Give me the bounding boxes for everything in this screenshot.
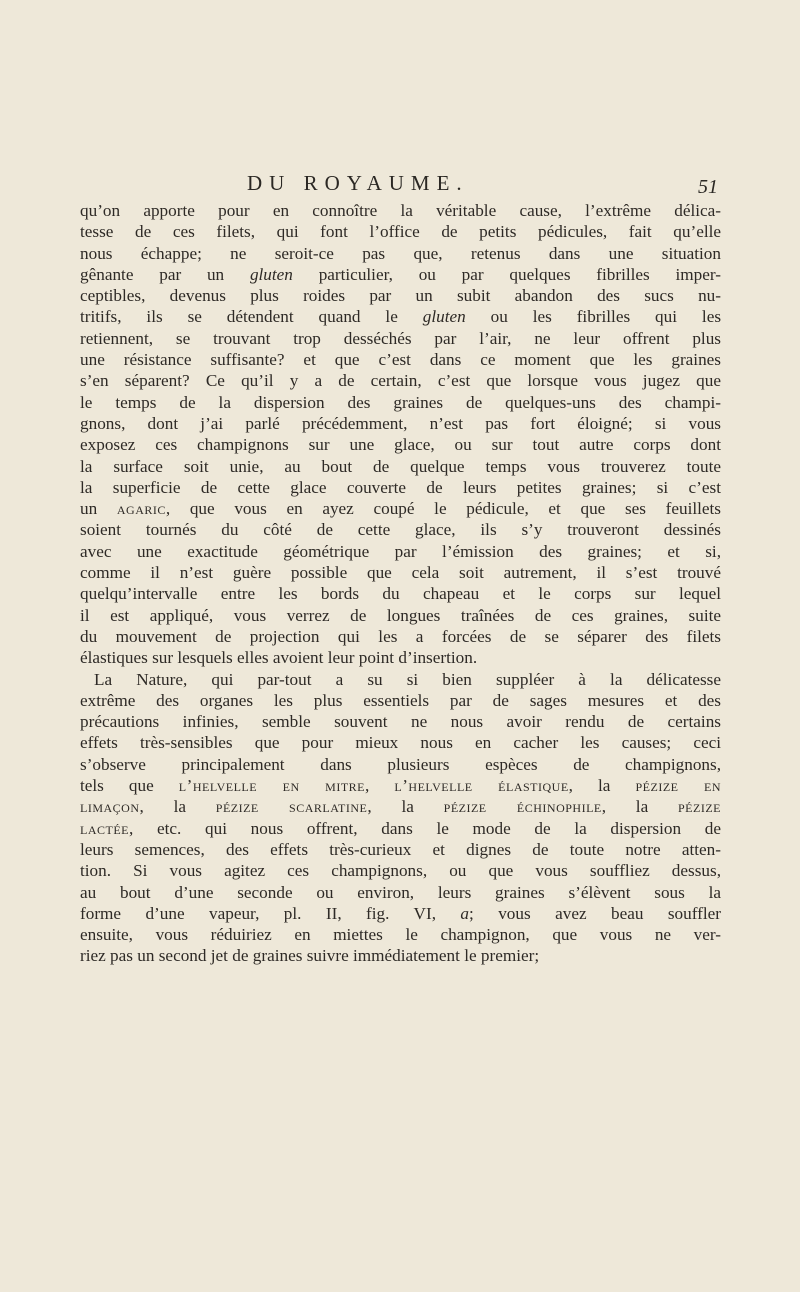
text-segment: exposez ces champignons sur une glace, ou sur tout autre corps dont xyxy=(80,435,721,455)
small-caps-term: l’helvelle élastique xyxy=(394,776,569,796)
text-segment: la superficie de cette glace couverte de leurs petites graines; si c’est xyxy=(80,477,721,497)
text-segment: le temps de la dispersion des graines de quelques-uns des champi- xyxy=(80,392,721,412)
text-segment: , la xyxy=(601,797,678,817)
text-segment: , la xyxy=(139,797,216,817)
text-line xyxy=(80,882,721,903)
text-segment: ensuite, vous réduiriez en miettes le champignon, que vous ne ver- xyxy=(80,925,721,945)
text-line xyxy=(80,221,721,242)
text-segment: du mouvement de projection qui les a forcées de se séparer des filets xyxy=(80,626,721,646)
text-segment: particulier, ou par quelques fibrilles imper- xyxy=(292,264,721,284)
text-segment: gênante par un xyxy=(80,264,250,284)
text-line xyxy=(80,392,721,413)
page-header xyxy=(80,171,720,199)
text-line xyxy=(80,243,721,264)
italic-term: gluten xyxy=(422,307,466,327)
text-line xyxy=(80,945,721,966)
text-segment: ou les fibrilles qui les xyxy=(465,307,721,327)
text-segment: , la xyxy=(568,776,636,796)
text-segment: la surface soit unie, au bout de quelque temps vous trouverez toute xyxy=(80,456,721,476)
text-segment: s’observe principalement dans plusieurs espèces de champignons, xyxy=(80,754,721,774)
text-line xyxy=(80,562,721,583)
small-caps-term: pézize scarlatine xyxy=(215,797,368,817)
text-line xyxy=(80,690,721,711)
text-line xyxy=(80,903,721,924)
text-segment: , xyxy=(365,776,395,796)
text-segment: avec une exactitude géométrique par l’émission des graines; et si, xyxy=(80,541,721,561)
text-segment: La Nature, qui par-tout a su si bien suppléer à la délicatesse xyxy=(94,669,721,689)
running-head: DU ROYAUME. xyxy=(247,171,469,195)
small-caps-term: pézize en xyxy=(635,776,721,796)
text-segment: au bout d’une seconde ou environ, leurs graines s’élèvent sous la xyxy=(80,882,721,902)
text-line xyxy=(80,754,721,775)
italic-term: a xyxy=(460,903,470,923)
text-segment: tritifs, ils se détendent quand le xyxy=(80,307,423,327)
text-segment: précautions infinies, semble souvent ne nous avoir rendu de certains xyxy=(80,712,721,732)
small-caps-term: lactée xyxy=(80,818,129,838)
text-line xyxy=(80,541,721,562)
text-line xyxy=(80,498,721,519)
text-segment: ceptibles, devenus plus roides par un subit abandon des sucs nu- xyxy=(80,286,721,306)
body-text xyxy=(80,200,721,967)
text-line xyxy=(80,711,721,732)
text-segment: qu’on apporte pour en connoître la véritable cause, l’extrême délica- xyxy=(80,201,721,220)
text-segment: retiennent, se trouvant trop desséchés par l’air, ne leur offrent plus xyxy=(80,328,721,348)
text-segment: une résistance suffisante? et que c’est dans ce moment que les graines xyxy=(80,350,721,370)
text-line xyxy=(80,839,721,860)
text-segment: leurs semences, des effets très-curieux et dignes de toute notre atten- xyxy=(80,839,721,859)
text-line xyxy=(80,669,721,690)
text-segment: tion. Si vous agitez ces champignons, ou que vous souffliez dessus, xyxy=(80,861,721,881)
text-segment: ; vous avez beau souffler xyxy=(469,903,721,923)
text-segment: comme il n’est guère possible que cela soit autrement, il s’est trouvé xyxy=(80,563,721,583)
text-line xyxy=(80,413,721,434)
text-line xyxy=(80,285,721,306)
text-segment: soient tournés du côté de cette glace, ils s’y trouveront dessinés xyxy=(80,520,721,540)
text-segment: , que vous en ayez coupé le pédicule, et que ses feuillets xyxy=(165,499,721,519)
text-line xyxy=(80,456,721,477)
text-segment: extrême des organes les plus essentiels par de sages mesures et des xyxy=(80,690,721,710)
small-caps-term: pézize xyxy=(678,797,721,817)
text-line xyxy=(80,434,721,455)
text-line xyxy=(80,477,721,498)
text-segment: élastiques sur lesquels elles avoient leur point d’insertion. xyxy=(80,648,478,668)
text-line xyxy=(80,626,721,647)
text-segment: riez pas un second jet de graines suivre immédiatement le premier; xyxy=(80,946,540,966)
small-caps-term: limaçon xyxy=(80,797,140,817)
text-line xyxy=(80,818,721,839)
text-line xyxy=(80,605,721,626)
small-caps-term: l’helvelle en mitre xyxy=(178,776,365,796)
text-line xyxy=(80,306,721,327)
text-line xyxy=(80,370,721,391)
text-segment: nous échappe; ne seroit-ce pas que, retenus dans une situation xyxy=(80,243,721,263)
text-line xyxy=(80,583,721,604)
text-line xyxy=(80,200,721,221)
small-caps-term: agaric xyxy=(116,499,166,519)
small-caps-term: pézize échinophile xyxy=(443,797,602,817)
text-segment: tels que xyxy=(80,776,179,796)
text-segment: tesse de ces filets, qui font l’office de petits pédicules, fait qu’elle xyxy=(80,222,721,242)
text-segment: , etc. qui nous offrent, dans le mode de la dispersion de xyxy=(129,818,721,838)
text-line xyxy=(80,924,721,945)
text-line xyxy=(80,732,721,753)
page-number: 51 xyxy=(698,176,718,198)
text-segment: effets très-sensibles que pour mieux nous en cacher les causes; ceci xyxy=(80,733,721,753)
text-segment: gnons, dont j’ai parlé précédemment, n’est pas fort éloigné; si vous xyxy=(80,413,721,433)
text-segment: quelqu’intervalle entre les bords du chapeau et le corps sur lequel xyxy=(80,584,721,604)
text-line xyxy=(80,519,721,540)
text-line xyxy=(80,264,721,285)
text-line xyxy=(80,796,721,817)
text-segment: forme d’une vapeur, pl. II, fig. VI, xyxy=(80,903,461,923)
text-segment: un xyxy=(80,499,117,519)
text-segment: il est appliqué, vous verrez de longues traînées de ces graines, suite xyxy=(80,605,721,625)
text-segment: s’en séparent? Ce qu’il y a de certain, c’est que lorsque vous jugez que xyxy=(80,371,721,391)
text-line xyxy=(80,860,721,881)
text-line xyxy=(80,349,721,370)
text-line xyxy=(80,647,721,668)
italic-term: gluten xyxy=(249,264,293,284)
text-line xyxy=(80,328,721,349)
text-segment: , la xyxy=(367,797,444,817)
text-line xyxy=(80,775,721,796)
